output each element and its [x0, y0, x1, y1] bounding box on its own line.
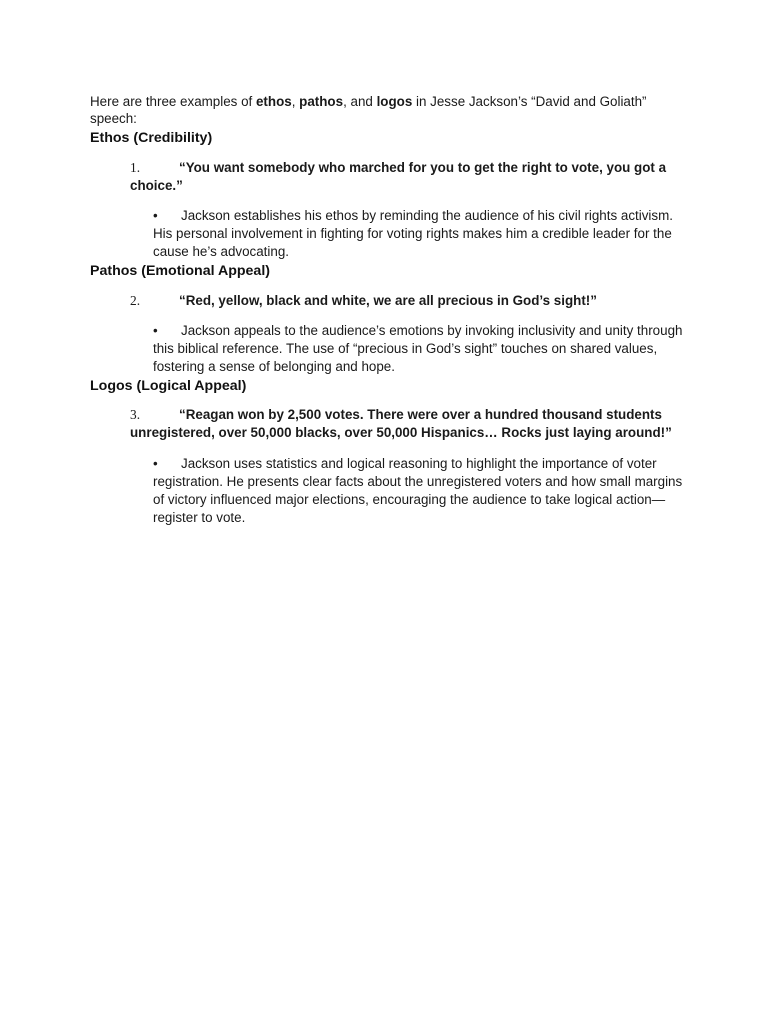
quote-ethos — [130, 159, 690, 195]
quote-text: “Red, yellow, black and white, we are all precious in God’s sight!” — [179, 293, 597, 308]
intro-separator-1: , — [291, 94, 300, 109]
explanation-text: Jackson appeals to the audience’s emotions by invoking inclusivity and unity through this biblical reference. The use of “precious in God’s sight” touches on shared values, fostering a sense of belonging and hope. — [153, 323, 683, 374]
intro-pathos-term: pathos — [299, 94, 344, 109]
explanation-text: Jackson establishes his ethos by reminding the audience of his civil rights activism. His personal involvement in fighting for voting rights makes him a credible leader for the cause he’s advocating. — [153, 208, 673, 259]
section-heading-logos: Logos (Logical Appeal) — [90, 378, 247, 394]
section-heading-pathos: Pathos (Emotional Appeal) — [90, 263, 270, 279]
bullet-icon: • — [153, 208, 158, 223]
intro-logos-term: logos — [376, 94, 413, 109]
list-number: 1. — [130, 160, 141, 175]
quote-text: “You want somebody who marched for you to get the right to vote, you got a choice.” — [130, 160, 667, 193]
intro-ethos-term: ethos — [255, 94, 292, 109]
explanation-ethos — [153, 207, 683, 261]
list-number: 3. — [130, 407, 141, 422]
intro-paragraph — [90, 93, 670, 127]
quote-logos — [130, 406, 690, 442]
bullet-icon: • — [153, 456, 158, 471]
explanation-text: Jackson uses statistics and logical reasoning to highlight the importance of voter registration. He presents clear facts about the unregistered voters and how small margins of victory influenced major elections, encouraging the audience to take logical action—register to vote. — [153, 456, 683, 525]
list-number: 2. — [130, 293, 141, 308]
bullet-icon: • — [153, 323, 158, 338]
intro-text-start: Here are three examples of — [90, 94, 256, 109]
quote-text: “Reagan won by 2,500 votes. There were over a hundred thousand students unregistered, over 50,000 blacks, over 50,000 Hispanics… Rocks just laying around!” — [130, 407, 672, 440]
intro-text-end: in Jesse Jackson’s “David and Goliath” speech: — [90, 94, 647, 126]
quote-pathos — [130, 292, 690, 310]
intro-separator-2: , and — [343, 94, 377, 109]
explanation-pathos — [153, 322, 683, 376]
explanation-logos — [153, 455, 683, 527]
section-heading-ethos: Ethos (Credibility) — [90, 130, 213, 146]
